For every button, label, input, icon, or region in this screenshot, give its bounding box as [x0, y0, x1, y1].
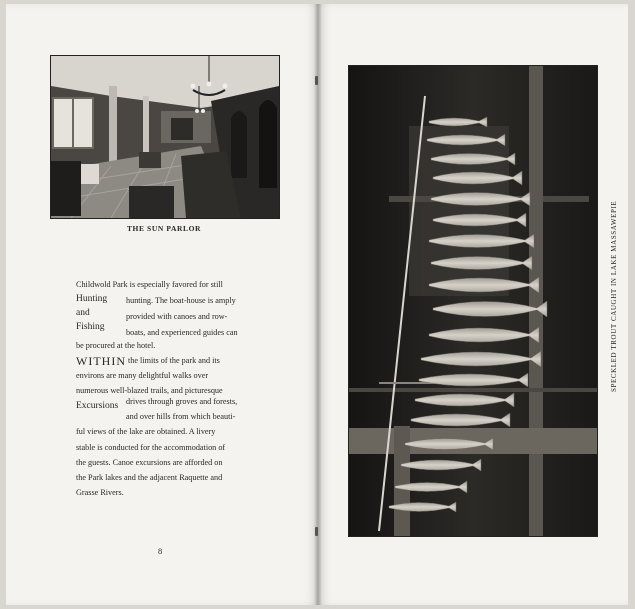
text-line-2: hunting. The boat-house is amply — [126, 296, 236, 305]
drop-word-within: WITHIN — [76, 354, 126, 368]
text-line-7: environs are many delightful walks over — [76, 371, 209, 380]
text-line-8: numerous well-blazed trails, and picturesque — [76, 386, 223, 395]
margin-heading-fishing: Fishing — [76, 322, 105, 332]
text-line-14: the Park lakes and the adjacent Raquette and — [76, 473, 223, 482]
margin-heading-hunting: Hunting — [76, 294, 108, 304]
text-line-12: stable is conducted for the accommodation of — [76, 443, 226, 452]
text-line-3: provided with canoes and row- — [126, 312, 228, 321]
text-line-4: boats, and experienced guides can — [126, 328, 238, 337]
sun-parlor-photo — [50, 55, 280, 219]
trout-caption: SPECKLED TROUT CAUGHT IN LAKE MASSAWEPIE — [610, 200, 618, 392]
trout-photo — [348, 65, 598, 537]
text-line-9: drives through groves and forests, — [126, 397, 238, 406]
margin-heading-and: and — [76, 308, 90, 318]
text-line-15: Grasse Rivers. — [76, 488, 124, 497]
text-line-10: and over hills from which beauti- — [126, 412, 236, 421]
margin-heading-excursions: Excursions — [76, 401, 119, 411]
text-line-13: the guests. Canoe excursions are afforded on — [76, 458, 223, 467]
binding-gutter — [314, 4, 322, 605]
text-line-6: the limits of the park and its — [128, 356, 220, 365]
staple-bottom — [315, 527, 318, 536]
sun-parlor-caption: THE SUN PARLOR — [126, 224, 202, 233]
staple-top — [315, 76, 318, 85]
text-line-5: be procured at the hotel. — [76, 341, 156, 350]
page-number: 8 — [158, 546, 163, 556]
text-line-11: ful views of the lake are obtained. A livery — [76, 427, 216, 436]
text-line-1: Childwold Park is especially favored for still — [76, 280, 223, 289]
